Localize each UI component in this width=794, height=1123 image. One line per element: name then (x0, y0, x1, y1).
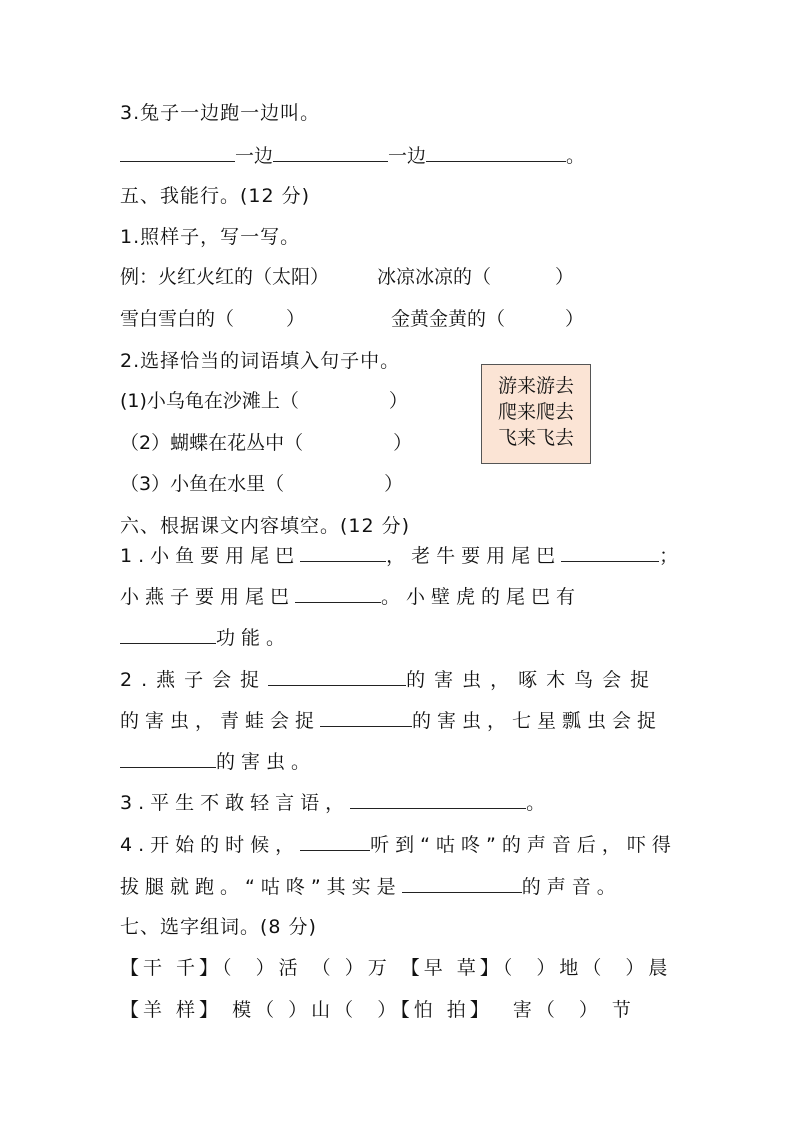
item-c-close: ） (565, 308, 585, 330)
q6-1-text-a: 1.小鱼要用尾巴 (120, 545, 301, 567)
section-5-heading: 五、我能行。(12 分) (120, 185, 311, 207)
q6-4-text-c: 拔腿就跑。“咕咚”其实是 (120, 876, 402, 898)
answer-blank[interactable] (295, 584, 381, 603)
pattern-text: 一边 (235, 145, 274, 167)
q6-2-text-e: 的害虫。 (216, 751, 317, 773)
q6-2-line-1 (120, 667, 658, 692)
answer-blank[interactable] (426, 143, 566, 162)
q6-4-text-d: 的声音。 (521, 876, 622, 898)
sentence-3-text: （3）小鱼在水里（ (120, 473, 285, 495)
word-option: 爬来爬去 (497, 401, 574, 423)
answer-blank[interactable] (320, 708, 412, 727)
q6-2-line-2 (120, 708, 662, 733)
section-7-row-2: 【羊 样】 模（ ）山（ ）【怕 拍】 害（ ） 节 (120, 999, 635, 1021)
sentence-1 (120, 389, 408, 413)
sentence-1-close: ） (388, 390, 408, 412)
q6-3-text-a: 3.平生不敢轻言语， (120, 792, 351, 814)
answer-blank[interactable] (300, 543, 386, 562)
q6-1-line-1 (120, 543, 684, 568)
q6-2-line-3 (120, 749, 316, 774)
q6-1-text-c: ； (659, 545, 685, 567)
q6-2-text-c: 的害虫，青蛙会捉 (120, 710, 321, 732)
q6-4-line-1 (120, 832, 677, 857)
sentence-1-text: (1)小乌龟在沙滩上（ (120, 390, 299, 412)
sentence-2-close: ） (393, 432, 413, 454)
section-7-heading: 七、选字组词。(8 分) (120, 916, 317, 938)
answer-blank[interactable] (268, 667, 406, 686)
answer-blank[interactable] (273, 143, 388, 162)
sentence-3 (120, 472, 403, 496)
answer-blank[interactable] (120, 143, 235, 162)
item-b-close: ） (286, 308, 306, 330)
section-5-q2-title: 2.选择恰当的词语填入句子中。 (120, 350, 401, 372)
item-b: 雪白雪白的（ (120, 308, 235, 330)
word-option: 游来游去 (497, 375, 574, 397)
q6-4-text-b: 听到“咕咚”的声音后，吓得 (370, 834, 677, 856)
section-5-q1-title: 1.照样子，写一写。 (120, 226, 301, 248)
q6-4-text-a: 4.开始的时候， (120, 834, 301, 856)
sentence-3-close: ） (384, 473, 404, 495)
word-option: 飞来飞去 (497, 427, 574, 449)
q6-3-text-b: 。 (526, 792, 552, 814)
q6-2-text-d: 的害虫，七星瓢虫会捉 (412, 710, 663, 732)
section-7-row-1: 【干 千】（ ）活 （ ）万 【早 草】（ ）地（ ）晨 (120, 957, 672, 979)
q6-3-line (120, 790, 551, 815)
word-choice-box (481, 364, 591, 464)
sentence-2 (120, 431, 412, 455)
answer-blank[interactable] (561, 543, 659, 562)
q6-1-text-b: ，老牛要用尾巴 (386, 545, 562, 567)
end-punct: 。 (566, 145, 586, 167)
item-c: 金黄金黄的（ (391, 308, 506, 330)
q6-2-text-a: 2.燕子会捉 (120, 669, 269, 691)
q6-1-text-f: 功能。 (216, 627, 292, 649)
q6-4-line-2 (120, 874, 622, 899)
example-line (120, 265, 574, 289)
pattern-text: 一边 (388, 145, 427, 167)
section-6-heading: 六、根据课文内容填空。(12 分) (120, 515, 411, 537)
example-text: 例：火红火红的（太阳） (120, 266, 330, 288)
item-a-close: ） (555, 266, 575, 288)
answer-blank[interactable] (350, 790, 526, 809)
item-a: 冰凉冰凉的（ (377, 266, 492, 288)
q6-1-line-3 (120, 625, 291, 650)
answer-blank[interactable] (120, 749, 216, 768)
q6-1-line-2 (120, 584, 581, 609)
q6-1-text-e: 。小壁虎的尾巴有 (381, 586, 582, 608)
q5-3-answer-line (120, 143, 585, 168)
sentence-2-text: （2）蝴蝶在花丛中（ (120, 432, 304, 454)
q6-1-text-d: 小燕子要用尾巴 (120, 586, 296, 608)
q5-3-prompt: 3.兔子一边跑一边叫。 (120, 102, 321, 124)
items-line (120, 307, 584, 331)
answer-blank[interactable] (120, 625, 216, 644)
answer-blank[interactable] (300, 832, 370, 851)
answer-blank[interactable] (402, 874, 522, 893)
q6-2-text-b: 的害虫，啄木鸟会捉 (406, 669, 659, 691)
